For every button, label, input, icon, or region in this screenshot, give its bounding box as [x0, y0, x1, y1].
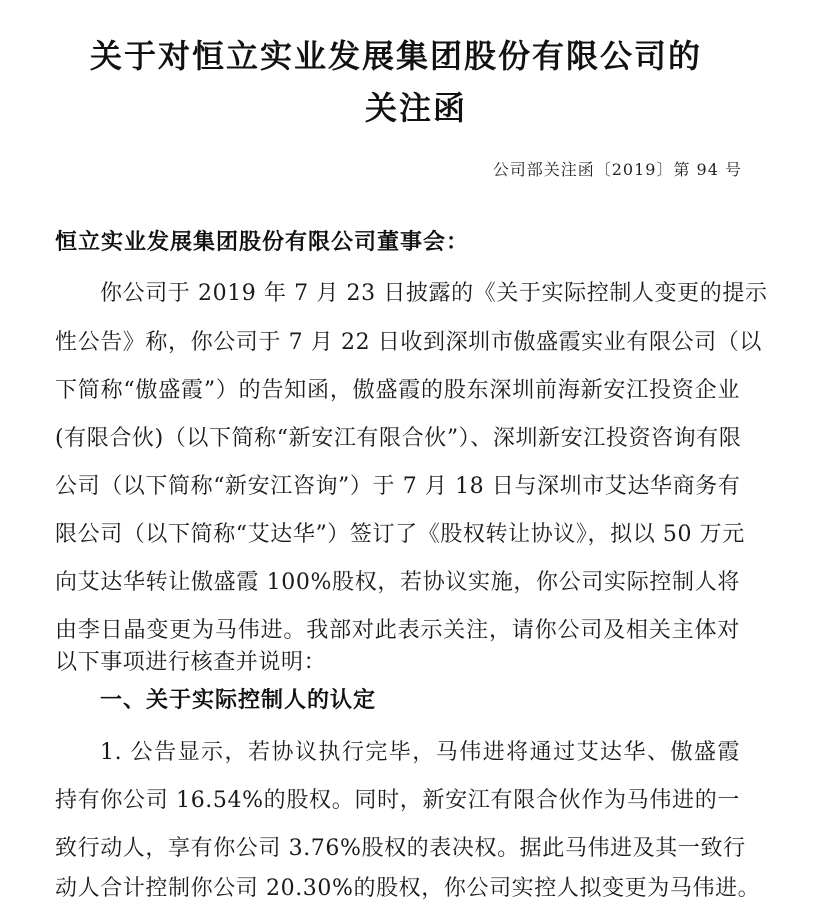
paragraph1-line: 公司（以下简称“新安江咨询”）于 7 月 18 日与深圳市艾达华商务有 — [55, 474, 741, 499]
section-heading: 一、关于实际控制人的认定 — [100, 688, 377, 713]
paragraph1-line: 由李日晶变更为马伟进。我部对此表示关注，请你公司及相关主体对 — [55, 618, 740, 643]
paragraph1-line: 下简称“傲盛霞”）的告知函，傲盛霞的股东深圳前海新安江投资企业 — [55, 378, 740, 403]
paragraph1-line: 向艾达华转让傲盛霞 100%股权，若协议实施，你公司实际控制人将 — [55, 570, 740, 595]
paragraph1-line: 性公告》称，你公司于 7 月 22 日收到深圳市傲盛霞实业有限公司（以 — [55, 330, 762, 355]
document-number: 公司部关注函〔2019〕第 94 号 — [492, 160, 742, 179]
paragraph1-line: (有限合伙)（以下简称“新安江有限合伙”）、深圳新安江投资咨询有限 — [55, 426, 742, 451]
document-title-line-2: 关注函 — [364, 89, 467, 127]
document-title-line-1: 关于对恒立实业发展集团股份有限公司的 — [89, 37, 702, 75]
paragraph2-line: 持有你公司 16.54%的股权。同时，新安江有限合伙作为马伟进的一 — [55, 788, 740, 813]
paragraph2-line: 动人合计控制你公司 20.30%的股权，你公司实控人拟变更为马伟进。 — [55, 876, 761, 901]
addressee: 恒立实业发展集团股份有限公司董事会： — [55, 230, 470, 255]
paragraph1-line: 以下事项进行核查并说明： — [55, 650, 327, 675]
paragraph2-line: 1. 公告显示，若协议执行完毕，马伟进将通过艾达华、傲盛霞 — [100, 740, 740, 765]
paragraph1-line: 限公司（以下简称“艾达华”）签订了《股权转让协议》，拟以 50 万元 — [55, 522, 745, 547]
paragraph2-line: 致行动人，享有你公司 3.76%股权的表决权。据此马伟进及其一致行 — [55, 836, 746, 861]
paragraph1-line: 你公司于 2019 年 7 月 23 日披露的《关于实际控制人变更的提示 — [100, 281, 768, 306]
